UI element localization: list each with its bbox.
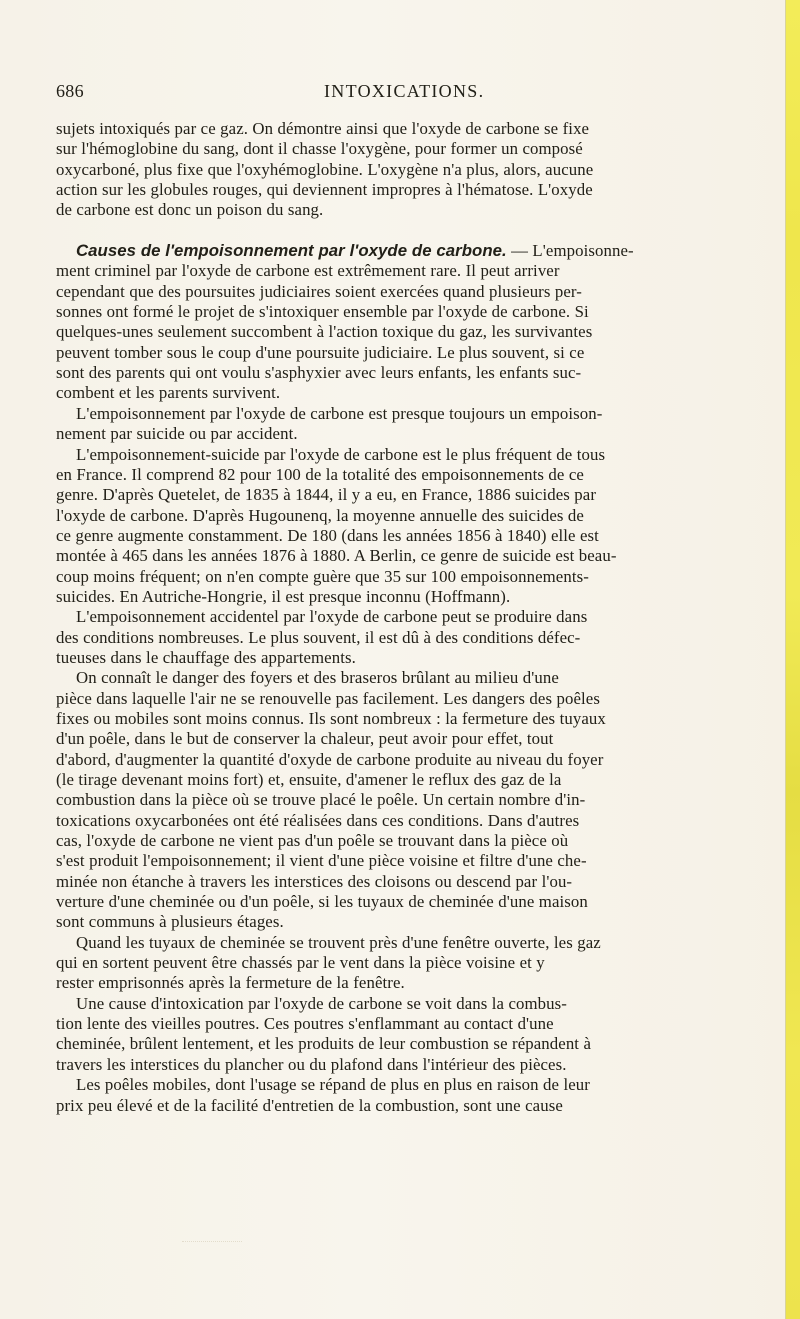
line-text: — L'empoisonne- — [506, 241, 634, 261]
section-heading-line — [56, 241, 754, 261]
section-heading: Causes de l'empoisonnement par l'oxyde de carbone. — [76, 241, 507, 261]
line-text: combent et les parents survivent. — [56, 383, 281, 403]
text-line — [56, 343, 754, 363]
line-text: L'empoisonnement accidentel par l'oxyde de carbone peut se produire dans — [76, 607, 588, 627]
text-line — [56, 1055, 754, 1075]
text-line — [56, 302, 754, 322]
line-text: des conditions nombreuses. Le plus souvent, il est dû à des conditions défec- — [56, 627, 581, 647]
line-text: L'empoisonnement-suicide par l'oxyde de carbone est le plus fréquent de tous — [76, 444, 606, 464]
text-line — [56, 221, 754, 241]
line-text: action sur les globules rouges, qui deviennent impropres à l'hématose. L'oxyde — [56, 180, 593, 200]
running-title: INTOXICATIONS. — [324, 81, 485, 101]
text-line — [56, 567, 754, 587]
line-text: sujets intoxiqués par ce gaz. On démontre ainsi que l'oxyde de carbone se fixe — [56, 119, 590, 138]
line-text: ment criminel par l'oxyde de carbone est extrêmement rare. Il peut arriver — [56, 261, 560, 281]
text-line — [56, 851, 754, 871]
line-text: sont communs à plusieurs étages. — [56, 912, 284, 932]
text-line — [56, 912, 754, 932]
line-text: travers les interstices du plancher ou du plafond dans l'intérieur des pièces. — [56, 1054, 567, 1074]
text-line — [56, 465, 754, 485]
line-text: verture d'une cheminée ou d'un poêle, si les tuyaux de cheminée d'une maison — [56, 892, 588, 912]
text-line — [56, 587, 754, 607]
line-text: oxycarboné, plus fixe que l'oxyhémoglobine. L'oxygène n'a plus, alors, aucune — [56, 159, 594, 179]
text-line — [56, 506, 754, 526]
text-line — [56, 872, 754, 892]
text-line — [56, 261, 754, 281]
line-text: suicides. En Autriche-Hongrie, il est presque inconnu (Hoffmann). — [56, 586, 511, 606]
line-text: rester emprisonnés après la fermeture de la fenêtre. — [56, 973, 405, 993]
line-text: cheminée, brûlent lentement, et les produits de leur combustion se répandent à — [56, 1034, 592, 1054]
text-line — [56, 363, 754, 383]
main-text — [56, 119, 754, 1116]
text-line — [56, 485, 754, 505]
text-line — [56, 282, 754, 302]
faint-bottom-mark — [182, 1241, 242, 1250]
text-line — [56, 750, 754, 770]
line-text: nement par suicide ou par accident. — [56, 424, 298, 444]
line-text: quelques-unes seulement succombent à l'action toxique du gaz, les survivantes — [56, 322, 593, 342]
page-number: 686 — [56, 81, 84, 101]
text-line — [56, 445, 754, 465]
text-line — [56, 322, 754, 342]
text-line — [56, 648, 754, 668]
line-text: en France. Il comprend 82 pour 100 de la totalité des empoisonnements de ce — [56, 464, 584, 484]
text-line — [56, 607, 754, 627]
text-line — [56, 770, 754, 790]
line-text: sont des parents qui ont voulu s'asphyxier avec leurs enfants, les enfants suc- — [56, 363, 582, 383]
line-text: s'est produit l'empoisonnement; il vient d'une pièce voisine et filtre d'une che- — [56, 851, 587, 871]
text-line — [56, 139, 754, 159]
line-text: On connaît le danger des foyers et des braseros brûlant au milieu d'une — [76, 668, 559, 688]
text-line — [56, 404, 754, 424]
line-text: L'empoisonnement par l'oxyde de carbone est presque toujours un empoison- — [76, 403, 603, 423]
line-text: sonnes ont formé le projet de s'intoxiquer ensemble par l'oxyde de carbone. Si — [56, 302, 589, 322]
line-text: ce genre augmente constamment. De 180 (dans les années 1856 à 1840) elle est — [56, 525, 599, 545]
line-text: cas, l'oxyde de carbone ne vient pas d'un poêle se trouvant dans la pièce où — [56, 831, 569, 851]
text-line — [56, 994, 754, 1014]
page-header — [56, 81, 746, 111]
text-line — [56, 546, 754, 566]
line-text: de carbone est donc un poison du sang. — [56, 200, 324, 220]
line-text: combustion dans la pièce où se trouve placé le poêle. Un certain nombre d'in- — [56, 790, 586, 810]
line-text: qui en sortent peuvent être chassés par le vent dans la pièce voisine et y — [56, 953, 545, 973]
text-line — [56, 160, 754, 180]
line-text: sur l'hémoglobine du sang, dont il chasse l'oxygène, pour former un composé — [56, 139, 583, 159]
line-text: d'un poêle, dans le but de conserver la chaleur, peut avoir pour effet, tout — [56, 729, 554, 749]
text-line — [56, 831, 754, 851]
line-text: minée non étanche à travers les interstices des cloisons ou descend par l'ou- — [56, 871, 573, 891]
text-line — [56, 1034, 754, 1054]
text-line — [56, 119, 754, 139]
text-line — [56, 526, 754, 546]
line-text: Une cause d'intoxication par l'oxyde de carbone se voit dans la combus- — [76, 993, 567, 1013]
line-text: Quand les tuyaux de cheminée se trouvent près d'une fenêtre ouverte, les gaz — [76, 932, 601, 952]
text-line — [56, 953, 754, 973]
line-text: pièce dans laquelle l'air ne se renouvelle pas facilement. Les dangers des poêles — [56, 688, 600, 708]
text-line — [56, 1014, 754, 1034]
text-line — [56, 424, 754, 444]
text-line — [56, 973, 754, 993]
line-text: peuvent tomber sous le coup d'une poursuite judiciaire. Le plus souvent, si ce — [56, 342, 585, 362]
line-text: genre. D'après Quetelet, de 1835 à 1844, il y a eu, en France, 1886 suicides par — [56, 485, 597, 505]
text-line — [56, 668, 754, 688]
text-line — [56, 1096, 754, 1116]
line-text: toxications oxycarbonées ont été réalisées dans ces conditions. Dans d'autres — [56, 810, 580, 830]
text-line — [56, 628, 754, 648]
text-line — [56, 892, 754, 912]
line-text: d'abord, d'augmenter la quantité d'oxyde de carbone produite au niveau du foyer — [56, 749, 604, 769]
text-line — [56, 200, 754, 220]
line-text: Les poêles mobiles, dont l'usage se répand de plus en plus en raison de leur — [76, 1075, 590, 1095]
text-line — [56, 790, 754, 810]
text-line — [56, 709, 754, 729]
text-line — [56, 1075, 754, 1095]
text-line — [56, 811, 754, 831]
text-line — [56, 689, 754, 709]
text-line — [56, 383, 754, 403]
line-text: fixes ou mobiles sont moins connus. Ils sont nombreux : la fermeture des tuyaux — [56, 708, 606, 728]
text-line — [56, 933, 754, 953]
line-text: tueuses dans le chauffage des appartements. — [56, 647, 356, 667]
line-text: prix peu élevé et de la facilité d'entretien de la combustion, sont une cause — [56, 1095, 563, 1115]
line-text: l'oxyde de carbone. D'après Hugounenq, la moyenne annuelle des suicides de — [56, 505, 584, 525]
line-text: tion lente des vieilles poutres. Ces poutres s'enflammant au contact d'une — [56, 1014, 554, 1034]
text-line — [56, 180, 754, 200]
yellow-page-edge — [785, 0, 800, 1319]
text-line — [56, 729, 754, 749]
line-text: (le tirage devenant moins fort) et, ensuite, d'amener le reflux des gaz de la — [56, 770, 562, 789]
line-text: cependant que des poursuites judiciaires soient exercées quand plusieurs per- — [56, 281, 582, 301]
line-text: montée à 465 dans les années 1876 à 1880. A Berlin, ce genre de suicide est beau- — [56, 546, 617, 566]
line-text: coup moins fréquent; on n'en compte guère que 35 sur 100 empoisonnements- — [56, 566, 589, 586]
